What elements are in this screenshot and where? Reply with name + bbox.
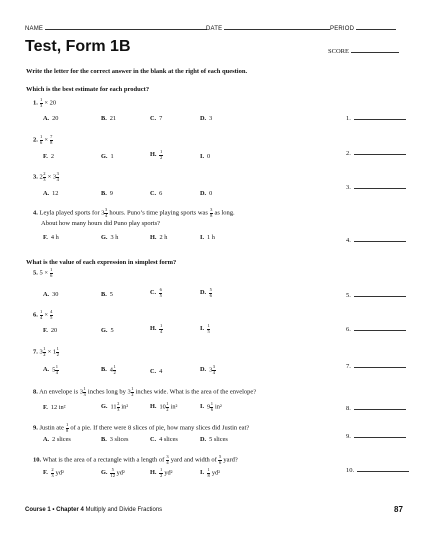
choice-1b: B. 21 <box>101 115 117 122</box>
choice-10i: I. $\frac{1}{8}$ yd² <box>200 467 221 478</box>
choice-4g: G. 3 h <box>101 234 119 241</box>
question-7: 7. 3 $\frac{1}{2}$ × 1 $\frac{1}{2}$ <box>33 346 59 357</box>
choice-9a: A. 2 slices <box>43 436 71 443</box>
period-line <box>356 24 396 30</box>
choice-8h: H. 10 $\frac{1}{2}$ in² <box>150 401 178 412</box>
date-line <box>224 24 330 30</box>
choice-3a: A. 12 <box>43 190 59 197</box>
page-number: 87 <box>394 505 403 514</box>
choice-8g: G. 11 $\frac{2}{3}$ in² <box>101 401 129 412</box>
choice-3c: C. 6 <box>150 190 163 197</box>
choice-7a: A. 5 $\frac{1}{4}$ <box>43 364 59 375</box>
choice-6f: F. 20 <box>43 327 58 334</box>
choice-8i: I. 9 $\frac{1}{6}$ in² <box>200 401 222 412</box>
score-field[interactable]: SCORE <box>328 47 399 55</box>
answer-blank-5[interactable]: 5. <box>346 291 406 299</box>
answer-blank-3[interactable]: 3. <box>346 183 406 191</box>
choice-10f: F. $\frac{2}{3}$ yd² <box>43 467 64 478</box>
section-heading-1: Which is the best estimate for each product? <box>26 86 150 93</box>
answer-blank-6[interactable]: 6. <box>346 325 406 333</box>
choice-5d: D. $\frac{5}{6}$ <box>200 287 212 298</box>
choice-3d: D. 0 <box>200 190 213 197</box>
choice-8f: F. 12 in² <box>43 404 66 411</box>
date-field[interactable]: DATE <box>206 24 330 32</box>
instructions: Write the letter for the correct answer in the blank at the right of each question. <box>26 68 248 75</box>
question-10: 10. What is the area of a rectangle with a length of $\frac{3}{4}$ yard and width of $\frac{5}{6}$ yard? <box>33 454 238 465</box>
choice-2f: F. 2 <box>43 153 54 160</box>
question-2: 2. $\frac{1}{6}$ × $\frac{7}{8}$ <box>33 134 53 145</box>
question-4: 4. Leyla played sports for 3 $\frac{3}{4}$ hours. Puno’s time playing sports was $\frac{3}{8}$ as long. <box>33 207 235 218</box>
question-4-line2: About how many hours did Puno play sports? <box>41 220 160 227</box>
question-9: 9. Justin ate $\frac{1}{8}$ of a pie. If there were 8 slices of pie, how many slices did Justin eat? <box>33 422 250 433</box>
choice-1a: A. 20 <box>43 115 59 122</box>
choice-9d: D. 5 slices <box>200 436 228 443</box>
question-6: 6. $\frac{1}{4}$ × $\frac{4}{5}$ <box>33 309 53 320</box>
choice-1d: D. 3 <box>200 115 213 122</box>
question-8: 8. An envelope is 3 $\frac{1}{3}$ inches long by 3 $\frac{1}{2}$ inches wide. What is the area of the envelope? <box>33 386 257 397</box>
answer-blank-9[interactable]: 9. <box>346 432 406 440</box>
choice-5b: B. 5 <box>101 291 113 298</box>
choice-6i: I. $\frac{1}{5}$ <box>200 323 210 334</box>
section-heading-2: What is the value of each expression in simplest form? <box>26 259 177 266</box>
answer-blank-10[interactable]: 10. <box>346 466 409 474</box>
choice-10h: H. $\frac{1}{2}$ yd² <box>150 467 173 478</box>
answer-blank-2[interactable]: 2. <box>346 149 406 157</box>
choice-7b: B. 4 $\frac{1}{2}$ <box>101 364 116 375</box>
choice-1c: C. 7 <box>150 115 163 122</box>
question-1: 1. $\frac{1}{3}$ × 20 <box>33 97 57 108</box>
answer-blank-1[interactable]: 1. <box>346 114 406 122</box>
page-title: Test, Form 1B <box>25 38 131 55</box>
choice-4i: I. 1 h <box>200 234 215 241</box>
choice-5c: C. $\frac{6}{5}$ <box>150 287 162 298</box>
choice-7d: D. 3 $\frac{3}{4}$ <box>200 364 216 375</box>
question-3: 3. 2 $\frac{2}{3}$ × 3 $\frac{3}{4}$ <box>33 171 59 182</box>
name-field[interactable]: NAME <box>25 24 207 32</box>
choice-2i: I. 0 <box>200 153 211 160</box>
period-field[interactable]: PERIOD <box>330 24 396 32</box>
choice-2h: H. $\frac{1}{2}$ <box>150 149 163 160</box>
choice-9b: B. 3 slices <box>101 436 129 443</box>
answer-blank-7[interactable]: 7. <box>346 362 406 370</box>
choice-3b: B. 9 <box>101 190 113 197</box>
choice-10g: G. $\frac{5}{12}$ yd² <box>101 467 125 478</box>
answer-blank-4[interactable]: 4. <box>346 236 406 244</box>
choice-5a: A. 30 <box>43 291 59 298</box>
choice-9c: C. 4 slices <box>150 436 178 443</box>
footer: Course 1 • Chapter 4 Multiply and Divide Fractions <box>25 507 163 513</box>
choice-6g: G. 5 <box>101 327 114 334</box>
choice-4h: H. 2 h <box>150 234 168 241</box>
choice-7c: C. 4 <box>150 368 163 375</box>
choice-2g: G. 1 <box>101 153 114 160</box>
choice-4f: F. 4 h <box>43 234 59 241</box>
choice-6h: H. $\frac{1}{4}$ <box>150 323 163 334</box>
answer-blank-8[interactable]: 8. <box>346 404 406 412</box>
name-line <box>45 24 207 30</box>
question-5: 5. 5 × $\frac{1}{6}$ <box>33 267 53 278</box>
